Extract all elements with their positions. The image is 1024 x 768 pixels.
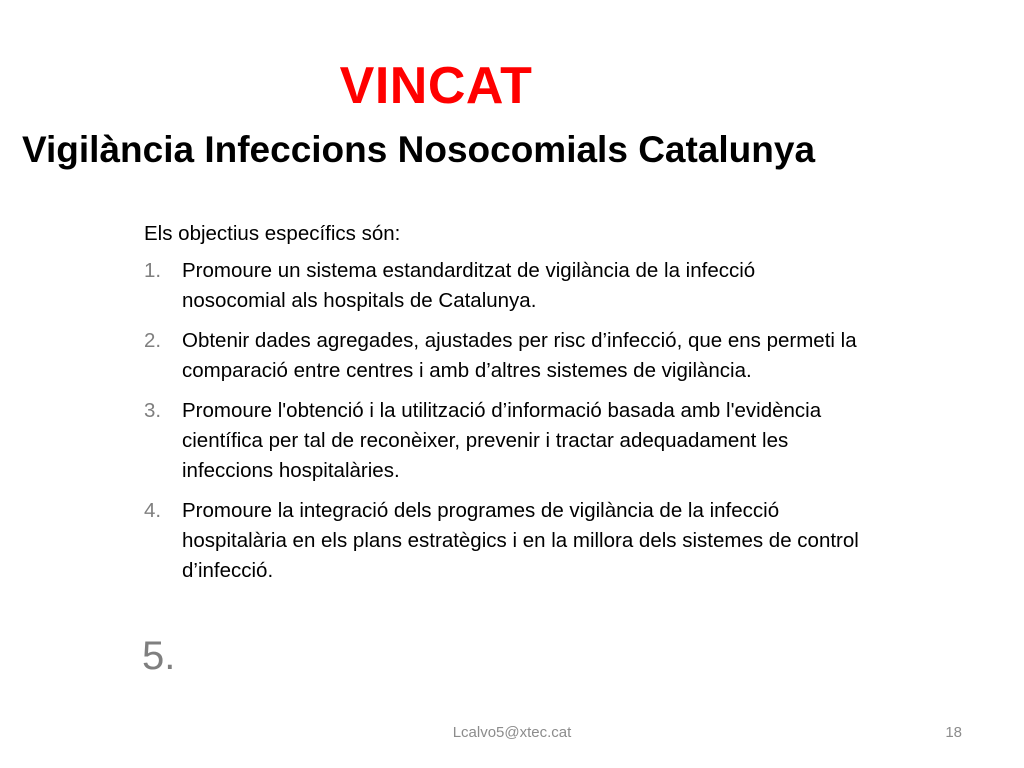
footer-email: Lcalvo5@xtec.cat [452,724,572,741]
list-item-number: 2. [144,329,162,352]
list-item [144,396,864,486]
slide-subtitle: Vigilància Infeccions Nosocomials Catalunya [22,129,816,170]
list-item-text: Promoure la integració dels programes de vigilància de la infecció hospitalària en els plans estratègics i en la millora dels sistemes de control d’infecció. [182,499,859,582]
list-item-number: 4. [144,499,162,522]
list-item [144,496,864,586]
empty-list-item-number: 5. [142,634,176,678]
list-item [144,326,864,386]
list-item-text: Promoure un sistema estandarditzat de vigilància de la infecció nosocomial als hospitals de Catalunya. [182,259,756,312]
slide-title: VINCAT [339,57,533,115]
objectives-list [144,256,864,586]
intro-text: Els objectius específics són: [144,222,401,245]
list-item [144,256,864,316]
list-item-number: 3. [144,399,162,422]
list-item-text: Promoure l'obtenció i la utilització d’informació basada amb l'evidència científica per tal de reconèixer, prevenir i tractar adequadament les infeccions hospitalàries. [182,399,822,482]
slide-body [144,219,864,596]
slide-page-number: 18 [945,724,962,741]
list-item-number: 1. [144,259,162,282]
list-item-text: Obtenir dades agregades, ajustades per risc d’infecció, que ens permeti la comparació entre centres i amb d’altres sistemes de vigilància. [182,329,857,382]
